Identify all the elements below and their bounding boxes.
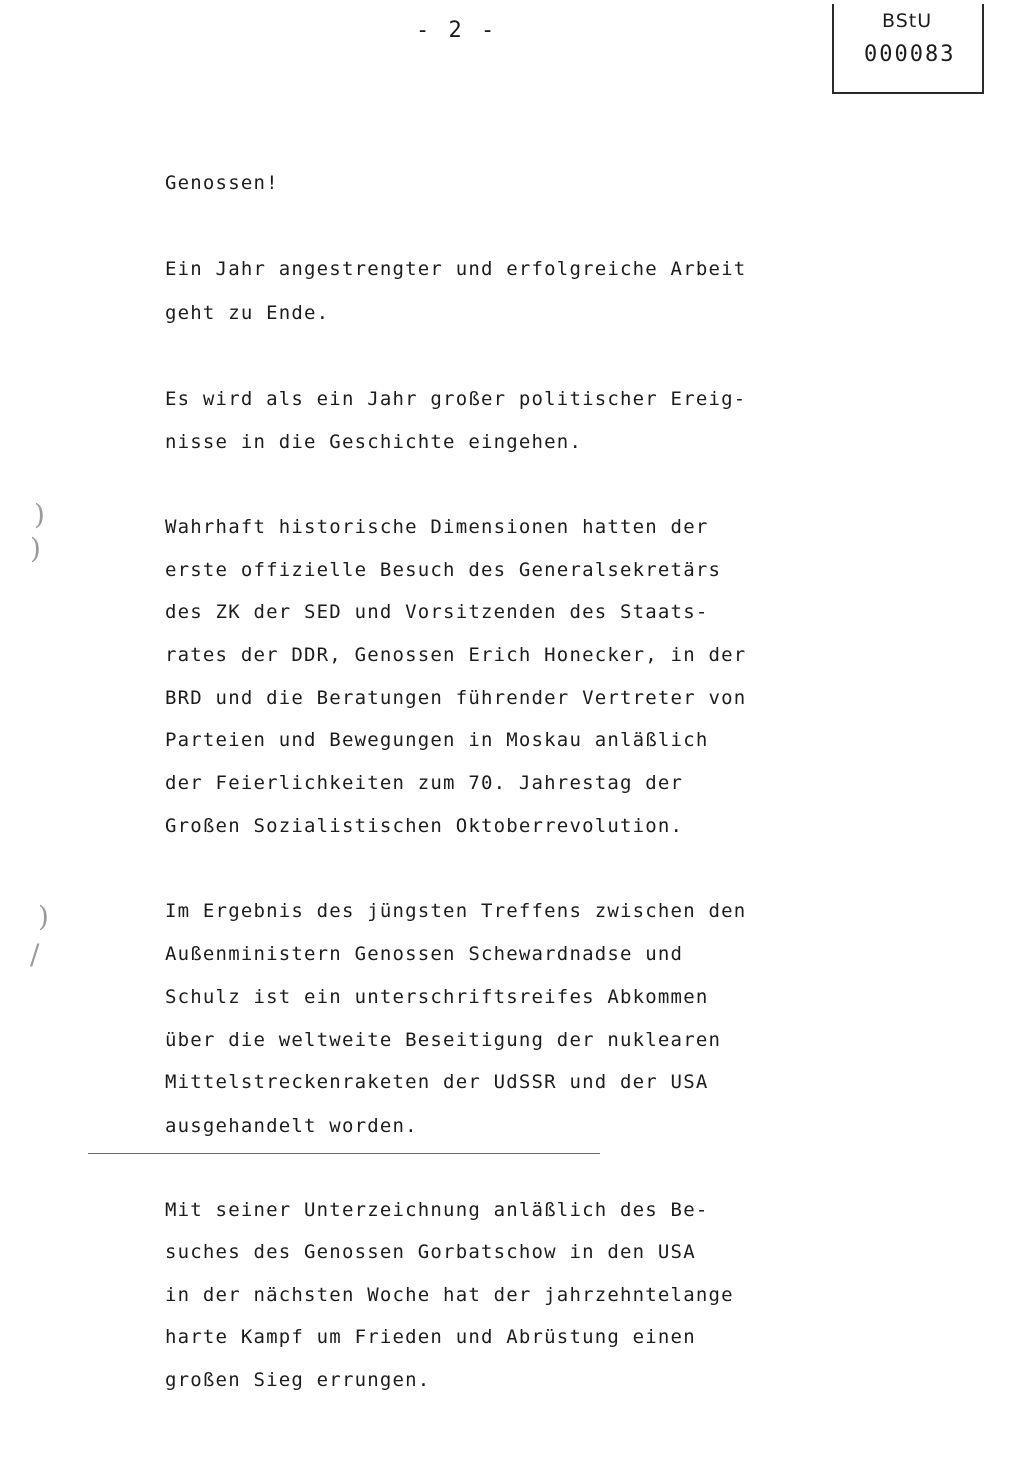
text-line: Außenministern Genossen Schewardnadse und: [165, 943, 684, 965]
text-line: Es wird als ein Jahr großer politischer Ereig-: [165, 388, 747, 410]
text-line: Wahrhaft historische Dimensionen hatten der: [165, 516, 709, 538]
text-line: Im Ergebnis des jüngsten Treffens zwischen den: [165, 900, 747, 922]
archive-stamp: [832, 4, 984, 94]
text-line: Mit seiner Unterzeichnung anläßlich des Be-: [165, 1199, 709, 1221]
text-line: in der nächsten Woche hat der jahrzehntelange: [165, 1284, 734, 1306]
text-line: nisse in die Geschichte eingehen.: [165, 431, 583, 453]
salutation: Genossen!: [165, 172, 279, 194]
text-line: harte Kampf um Frieden und Abrüstung einen: [165, 1326, 696, 1348]
text-line: geht zu Ende.: [165, 302, 330, 324]
punch-hole-mark: ): [34, 498, 45, 531]
text-line: BRD und die Beratungen führender Vertreter von: [165, 687, 747, 709]
text-line: großen Sieg errungen.: [165, 1369, 431, 1391]
page-number: - 2 -: [416, 18, 498, 43]
text-line: der Feierlichkeiten zum 70. Jahrestag der: [165, 772, 684, 794]
punch-hole-mark: ): [30, 532, 41, 565]
text-line: erste offizielle Besuch des Generalsekretärs: [165, 559, 722, 581]
horizontal-rule: [88, 1153, 600, 1154]
text-line: Mittelstreckenraketen der UdSSR und der USA: [165, 1071, 709, 1093]
stamp-number: 000083: [864, 42, 956, 67]
punch-hole-mark: /: [30, 938, 40, 971]
text-line: ausgehandelt worden.: [165, 1115, 418, 1137]
stamp-org: BStU: [882, 10, 933, 32]
text-line: Großen Sozialistischen Oktoberrevolution.: [165, 815, 684, 837]
text-line: Parteien und Bewegungen in Moskau anläßlich: [165, 729, 709, 751]
text-line: suches des Genossen Gorbatschow in den USA: [165, 1241, 696, 1263]
punch-hole-mark: ): [38, 900, 49, 933]
text-line: des ZK der SED und Vorsitzenden des Staats-: [165, 601, 709, 623]
text-line: Schulz ist ein unterschriftsreifes Abkommen: [165, 986, 709, 1008]
text-line: Ein Jahr angestrengter und erfolgreiche Arbeit: [165, 258, 747, 280]
text-line: über die weltweite Beseitigung der nuklearen: [165, 1029, 722, 1051]
text-line: rates der DDR, Genossen Erich Honecker, in der: [165, 644, 747, 666]
